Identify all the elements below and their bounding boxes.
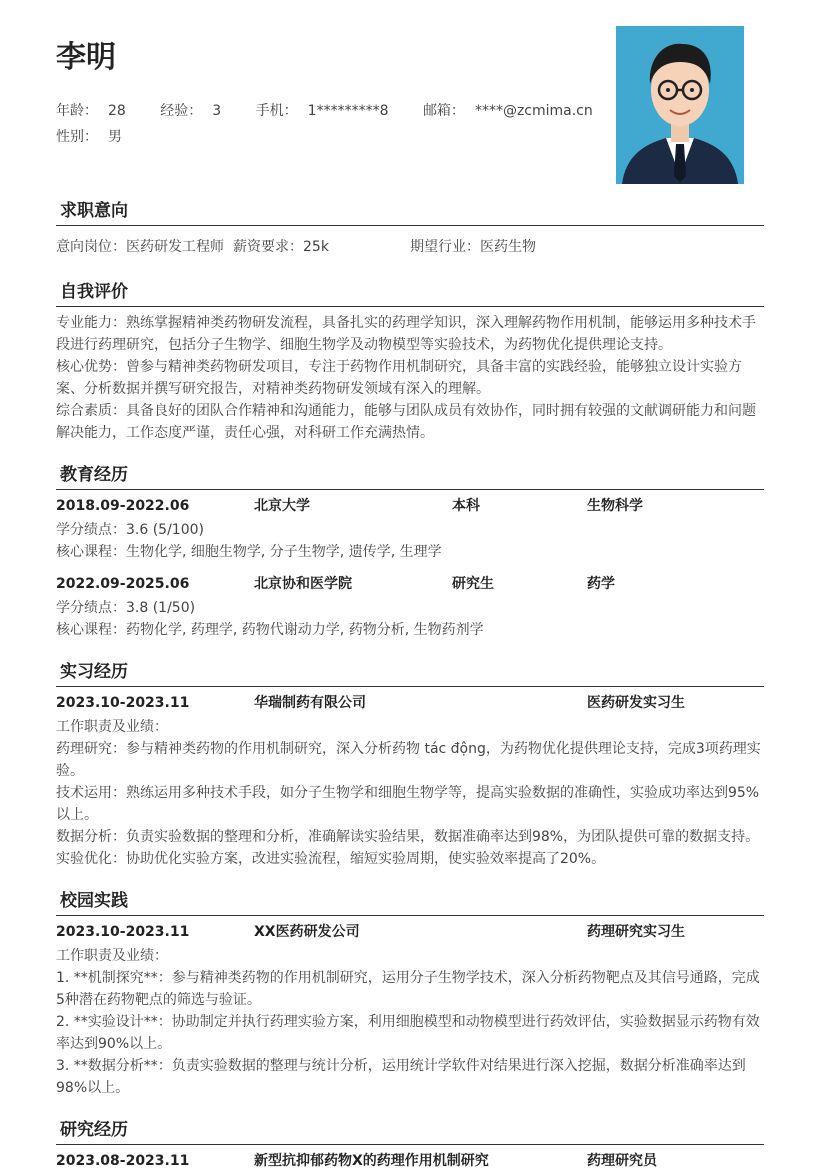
education-item	[56, 495, 764, 563]
campus-line: 1. **机制探究**：参与精神类药物的作用机制研究，运用分子生物学技术，深入分析药物靶点及其信号通路，完成5种潜在药物靶点的筛选与验证。	[56, 970, 760, 1008]
education-date: 2022.09-2025.06	[56, 576, 190, 592]
internship-line: 药理研究：参与精神类药物的作用机制研究，深入分析药物 tác động，为药物优化提供理论支持，完成3项药理实验。	[56, 741, 761, 779]
campus-date: 2023.10-2023.11	[56, 924, 190, 940]
person-portrait-icon	[616, 26, 744, 184]
education-major: 生物科学	[587, 498, 643, 514]
campus-header-row	[56, 921, 764, 943]
internship-line: 实验优化：协助优化实验方案，改进实验流程，缩短实验周期，使实验效率提高了20%。	[56, 851, 606, 867]
internship-role: 医药研发实习生	[587, 695, 685, 711]
internship-company: 华瑞制药有限公司	[254, 695, 366, 711]
self-eval-paragraph: 综合素质：具备良好的团队合作精神和沟通能力，能够与团队成员有效协作，同时拥有较强的文献调研能力和问题解决能力，工作态度严谨，责任心强，对科研工作充满热情。	[56, 403, 756, 441]
education-courses: 核心课程：药物化学, 药理学, 药物代谢动力学, 药物分析, 生物药剂学	[56, 622, 484, 638]
experience-item	[160, 100, 221, 122]
section-title-research: 研究经历	[56, 1115, 764, 1145]
research-date: 2023.08-2023.11	[56, 1153, 190, 1169]
education-gpa: 学分绩点：3.6 (5/100)	[56, 522, 204, 538]
intent-salary: 薪资要求：25k	[233, 239, 329, 255]
education-degree: 本科	[452, 498, 480, 514]
phone-label: 手机：	[255, 103, 298, 119]
intent-industry: 期望行业：医药生物	[410, 239, 536, 255]
internship-header-row	[56, 692, 764, 714]
campus-company: XX医药研发公司	[254, 924, 360, 940]
profile-photo	[616, 26, 744, 184]
gender-item	[56, 126, 122, 148]
section-title-campus: 校园实践	[56, 886, 764, 916]
self-eval-block	[56, 312, 764, 444]
email-value: ****@zcmima.cn	[474, 103, 593, 119]
education-header-row	[56, 495, 764, 517]
experience-label: 经验：	[160, 103, 203, 119]
age-value: 28	[108, 103, 126, 119]
education-courses: 核心课程：生物化学, 细胞生物学, 分子生物学, 遗传学, 生理学	[56, 544, 442, 560]
internship-line: 技术运用：熟练运用多种技术手段，如分子生物学和细胞生物学等，提高实验数据的准确性，实验成功率达到95%以上。	[56, 785, 760, 823]
age-label: 年龄：	[56, 103, 98, 119]
basic-info-row	[56, 100, 623, 122]
age-item	[56, 100, 126, 122]
research-block	[56, 1150, 764, 1172]
campus-line: 2. **实验设计**：协助制定并执行药理实验方案，利用细胞模型和动物模型进行药效评估，实验数据显示药物有效率达到90%以上。	[56, 1014, 760, 1052]
experience-value: 3	[212, 103, 222, 119]
campus-block	[56, 921, 764, 1099]
self-eval-paragraph: 专业能力：熟练掌握精神类药物研发流程，具备扎实的药理学知识，深入理解药物作用机制，能够运用多种技术手段进行药理研究，包括分子生物学、细胞生物学及动物模型等实验技术，为药物优化提供理论支持。	[56, 315, 756, 353]
education-gpa: 学分绩点：3.8 (1/50)	[56, 600, 196, 616]
research-project: 新型抗抑郁药物X的药理作用机制研究	[254, 1153, 489, 1169]
email-item	[423, 100, 593, 122]
campus-line: 3. **数据分析**：负责实验数据的整理与统计分析，运用统计学软件对结果进行深入挖掘，数据分析准确率达到98%以上。	[56, 1058, 746, 1096]
internship-date: 2023.10-2023.11	[56, 695, 190, 711]
resume-name: 李明	[56, 40, 116, 75]
intent-block	[56, 236, 764, 258]
research-header-row	[56, 1150, 764, 1172]
phone-value: 1*********8	[307, 103, 389, 119]
section-title-self-eval: 自我评价	[56, 277, 764, 307]
internship-line: 工作职责及业绩：	[56, 719, 168, 735]
education-degree: 研究生	[452, 576, 494, 592]
research-role: 药理研究员	[587, 1153, 657, 1169]
section-title-intent: 求职意向	[56, 196, 764, 226]
internship-block	[56, 692, 764, 870]
campus-role: 药理研究实习生	[587, 924, 685, 940]
intent-position: 意向岗位：医药研发工程师	[56, 239, 224, 255]
education-date: 2018.09-2022.06	[56, 498, 190, 514]
education-item	[56, 573, 764, 641]
phone-item	[256, 100, 389, 122]
gender-label: 性别：	[56, 129, 98, 145]
email-label: 邮箱：	[422, 103, 465, 119]
education-header-row	[56, 573, 764, 595]
self-eval-paragraph: 核心优势：曾参与精神类药物研发项目，专注于药物作用机制研究，具备丰富的实践经验，能够独立设计实验方案、分析数据并撰写研究报告，对精神类药物研发领域有深入的理解。	[56, 359, 742, 397]
internship-line: 数据分析：负责实验数据的整理和分析，准确解读实验结果，数据准确率达到98%，为团队提供可靠的数据支持。	[56, 829, 760, 845]
campus-line: 工作职责及业绩：	[56, 948, 168, 964]
education-school: 北京大学	[254, 498, 310, 514]
education-major: 药学	[587, 576, 615, 592]
education-school: 北京协和医学院	[254, 576, 352, 592]
section-title-education: 教育经历	[56, 460, 764, 490]
gender-value: 男	[108, 129, 122, 145]
gender-row	[56, 126, 152, 148]
section-title-internship: 实习经历	[56, 657, 764, 687]
